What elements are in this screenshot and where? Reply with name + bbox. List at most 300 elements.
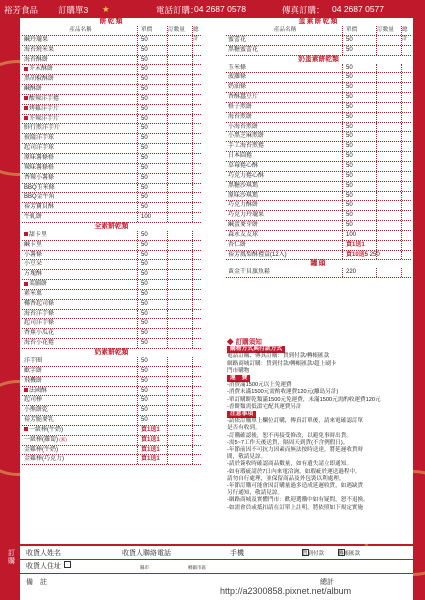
total-cell[interactable]	[192, 377, 201, 386]
quantity-cell[interactable]	[376, 132, 401, 141]
quantity-cell[interactable]	[167, 134, 192, 143]
product-price: 50	[342, 73, 376, 82]
col-total-header: 總計	[401, 26, 411, 35]
product-name: 海苔煎餅	[228, 113, 253, 120]
product-price: 50	[137, 154, 167, 163]
quantity-cell[interactable]	[167, 416, 192, 425]
product-price: 買1送1	[137, 446, 167, 455]
product-price: 50	[342, 182, 376, 191]
product-row	[22, 174, 201, 184]
product-price: 50	[342, 192, 376, 201]
product-name: 辣味薯條格	[24, 164, 55, 171]
quantity-cell[interactable]	[167, 164, 192, 173]
total-cell[interactable]	[401, 46, 411, 55]
quantity-cell[interactable]	[167, 213, 192, 222]
new-marker-icon	[24, 388, 28, 392]
quantity-cell[interactable]	[167, 75, 192, 84]
product-name: 日本圓捲	[228, 153, 253, 160]
product-name: 黑胡椒酥餅	[24, 76, 55, 83]
payment-lines	[227, 353, 411, 375]
product-name: 香酥蠶豆片	[228, 94, 259, 101]
total-cell[interactable]	[192, 251, 201, 260]
total-cell[interactable]	[192, 65, 201, 74]
quantity-cell[interactable]	[376, 73, 401, 82]
quantity-cell[interactable]	[167, 46, 192, 55]
notes-heading: 注意事項	[227, 411, 256, 418]
product-row	[22, 124, 201, 134]
total-cell[interactable]	[401, 162, 411, 171]
product-row	[22, 115, 201, 125]
total-cell[interactable]	[401, 113, 411, 122]
total-cell[interactable]	[401, 241, 411, 250]
quantity-cell[interactable]	[167, 357, 192, 366]
brand-name: 裕芳食品	[4, 5, 39, 15]
product-price: 50	[137, 36, 167, 45]
notes-line: -網路商城及實體門市：歡迎選購中如有疑問，恕不退換。	[227, 497, 369, 504]
total-cell[interactable]	[192, 105, 201, 114]
product-name: 鹹酥餅	[24, 86, 43, 93]
total-cell[interactable]	[401, 36, 411, 45]
total-cell[interactable]	[192, 174, 201, 183]
total-cell[interactable]	[401, 201, 411, 210]
product-price: 50	[342, 123, 376, 132]
quantity-cell[interactable]	[376, 142, 401, 151]
product-row	[226, 251, 411, 261]
total-cell[interactable]	[401, 182, 411, 191]
quantity-cell[interactable]	[167, 396, 192, 405]
total-cell[interactable]	[192, 184, 201, 193]
shipping-lines	[227, 382, 411, 411]
quantity-cell[interactable]	[376, 192, 401, 201]
product-row	[226, 93, 411, 103]
product-name: 甜卡里	[22, 231, 137, 240]
product-row	[22, 416, 201, 426]
product-price: 50	[137, 174, 167, 183]
product-price: 50	[137, 290, 167, 299]
total-cell[interactable]	[401, 83, 411, 92]
quantity-cell[interactable]	[376, 46, 401, 55]
product-row	[226, 268, 411, 278]
product-name: 烤雞洋芋片	[22, 105, 137, 114]
total-cell[interactable]	[192, 260, 201, 269]
product-name: 方塊酥	[24, 271, 43, 278]
product-price: 50	[137, 124, 167, 133]
product-name: 原味沙琪瑪	[228, 192, 259, 199]
quantity-cell[interactable]	[167, 203, 192, 212]
quantity-cell[interactable]	[376, 172, 401, 181]
product-name: 鹹玲瓏果	[24, 36, 49, 43]
section-title: 全素餅乾類	[94, 222, 129, 230]
product-name: 原味薯條格	[24, 154, 55, 161]
product-price: 50	[342, 201, 376, 210]
product-row	[226, 123, 411, 133]
total-cell[interactable]	[401, 93, 411, 102]
quantity-cell[interactable]	[167, 65, 192, 74]
total-cell[interactable]	[192, 367, 201, 376]
total-cell[interactable]	[401, 172, 411, 181]
shipping-line: -消費滿1500元以上免運費	[227, 382, 292, 389]
product-name: 森永友友球	[228, 231, 259, 238]
product-price: 50	[137, 377, 167, 386]
total-cell[interactable]	[192, 134, 201, 143]
phone-number: 04 2687 0578	[194, 4, 246, 14]
total-cell[interactable]	[192, 95, 201, 104]
total-cell[interactable]	[192, 426, 201, 435]
product-row	[226, 46, 411, 56]
section-title: 罐頭	[310, 260, 327, 268]
total-cell[interactable]	[192, 193, 201, 202]
product-row	[226, 172, 411, 182]
total-cell[interactable]	[192, 144, 201, 153]
product-name: 牛軋餅	[24, 214, 43, 221]
product-row	[22, 436, 201, 446]
mobile-label: 手機	[230, 550, 244, 557]
total-cell[interactable]	[192, 300, 201, 309]
total-cell[interactable]	[192, 46, 201, 55]
product-name: 洋芋圈	[24, 358, 43, 364]
product-price: 買1送1	[342, 241, 376, 250]
product-row	[22, 319, 201, 329]
quantity-cell[interactable]	[167, 241, 192, 250]
quantity-cell[interactable]	[167, 290, 192, 299]
col-qty-header: 訂數量	[376, 26, 401, 35]
total-cell[interactable]	[192, 406, 201, 415]
quantity-cell[interactable]	[376, 182, 401, 191]
quantity-cell[interactable]	[376, 221, 401, 230]
product-price: 50	[342, 93, 376, 102]
product-row	[226, 36, 411, 46]
product-row	[226, 241, 411, 251]
quantity-cell[interactable]	[167, 105, 192, 114]
product-row	[22, 329, 201, 339]
total-cell[interactable]	[401, 211, 411, 220]
payment-line: 網路商城訂購：貨到付款/轉帳匯款/超上刷卡	[227, 360, 337, 367]
quantity-cell[interactable]	[376, 64, 401, 73]
product-name: 香辣小薯條	[24, 174, 55, 181]
product-row	[22, 357, 201, 367]
product-name: 芥辣洋芋片	[22, 115, 137, 124]
quantity-cell[interactable]	[167, 124, 192, 133]
product-row	[22, 85, 201, 95]
total-cell[interactable]	[192, 124, 201, 133]
quantity-cell[interactable]	[167, 377, 192, 386]
product-row	[22, 203, 201, 213]
total-cell[interactable]	[192, 387, 201, 396]
total-cell[interactable]	[401, 152, 411, 161]
total-cell[interactable]	[192, 85, 201, 94]
quantity-cell[interactable]	[167, 367, 192, 376]
product-row	[22, 339, 201, 349]
shipping-line: -單訂購餅乾類滿1500元免運費，未滿1500元需酌收運費120元	[227, 396, 381, 403]
quantity-cell[interactable]	[167, 115, 192, 124]
product-row	[226, 113, 411, 123]
quantity-cell[interactable]	[376, 162, 401, 171]
product-name: 奶油條	[228, 84, 247, 91]
quantity-cell[interactable]	[167, 446, 192, 455]
product-row	[22, 75, 201, 85]
quantity-cell[interactable]	[376, 93, 401, 102]
quantity-cell[interactable]	[376, 201, 401, 210]
quantity-cell[interactable]	[376, 211, 401, 220]
quantity-cell[interactable]	[167, 270, 192, 279]
total-cell[interactable]	[401, 251, 411, 260]
quantity-cell[interactable]	[376, 103, 401, 112]
quantity-cell[interactable]	[167, 154, 192, 163]
total-cell[interactable]	[192, 446, 201, 455]
product-name: 小薯條	[24, 251, 43, 258]
grand-total-label: 總計	[320, 579, 334, 586]
quantity-cell[interactable]	[376, 113, 401, 122]
total-cell[interactable]	[401, 192, 411, 201]
total-cell[interactable]	[192, 290, 201, 299]
quantity-cell[interactable]	[376, 241, 401, 250]
quantity-cell[interactable]	[167, 455, 192, 464]
total-cell[interactable]	[192, 357, 201, 366]
customer-phone-label: 收貨人聯絡電話	[122, 550, 171, 557]
product-price: 50	[137, 241, 167, 250]
total-cell[interactable]	[401, 132, 411, 141]
product-price: 50	[342, 211, 376, 220]
total-cell[interactable]	[192, 280, 201, 289]
notes-line: -年節前因不可抗力因素而無法按時送達，將延遲收貨時	[227, 447, 364, 454]
quantity-cell[interactable]	[167, 184, 192, 193]
product-row	[22, 290, 201, 300]
quantity-cell[interactable]	[376, 36, 401, 45]
total-cell[interactable]	[192, 115, 201, 124]
fax-label: 傳真訂購：	[282, 5, 325, 15]
product-name: 一級棒(牛奶)	[22, 426, 137, 435]
quantity-cell[interactable]	[167, 426, 192, 435]
quantity-cell[interactable]	[167, 56, 192, 65]
quantity-cell[interactable]	[167, 329, 192, 338]
total-cell[interactable]	[192, 36, 201, 45]
product-row	[226, 182, 411, 192]
total-cell[interactable]	[192, 436, 201, 445]
product-price: 買10送5 250	[342, 251, 376, 260]
product-row	[226, 221, 411, 231]
total-cell[interactable]	[401, 123, 411, 132]
quantity-cell[interactable]	[167, 231, 192, 240]
quantity-cell[interactable]	[167, 260, 192, 269]
product-row	[226, 142, 411, 152]
quantity-cell[interactable]	[376, 152, 401, 161]
product-row	[226, 73, 411, 83]
product-price: 50	[137, 144, 167, 153]
product-price: 50	[137, 319, 167, 328]
product-row	[22, 446, 201, 456]
product-row	[22, 56, 201, 66]
product-name: 椰香起司條	[24, 300, 55, 307]
total-cell[interactable]	[401, 103, 411, 112]
product-row	[226, 211, 411, 221]
product-row	[226, 64, 411, 74]
notes-line: -請於簽收時確認商品數量，如有遺失請立即通知。	[227, 461, 352, 468]
product-row	[226, 152, 411, 162]
total-cell[interactable]	[401, 268, 411, 277]
product-price: 50	[137, 300, 167, 309]
total-cell[interactable]	[192, 310, 201, 319]
total-cell[interactable]	[401, 221, 411, 230]
product-row	[22, 310, 201, 320]
quantity-cell[interactable]	[167, 85, 192, 94]
total-cell[interactable]	[192, 213, 201, 222]
quantity-cell[interactable]	[167, 193, 192, 202]
quantity-cell[interactable]	[376, 251, 401, 260]
total-cell[interactable]	[192, 56, 201, 65]
notice-icon: ◆	[227, 339, 234, 346]
new-marker-icon	[24, 282, 28, 286]
col-name-header: 產品名稱	[69, 27, 92, 33]
product-price: 50	[137, 310, 167, 319]
col-price-header: 單價	[137, 26, 167, 35]
product-row	[22, 154, 201, 164]
total-cell[interactable]	[192, 231, 201, 240]
new-marker-icon	[24, 427, 28, 431]
total-cell[interactable]	[401, 231, 411, 240]
form-title: 訂購單3	[58, 5, 89, 15]
product-name: 裕芳寶貝酥	[24, 204, 55, 211]
product-name: 小黑芝麻煎餅	[228, 133, 265, 140]
city-label: 縣市	[140, 565, 149, 570]
product-price: 50	[342, 221, 376, 230]
total-cell[interactable]	[192, 455, 201, 464]
product-price: 50	[137, 46, 167, 55]
quantity-cell[interactable]	[167, 319, 192, 328]
product-row	[22, 455, 201, 465]
quantity-cell[interactable]	[167, 280, 192, 289]
section-title: 蛋素餅乾類	[298, 18, 339, 25]
left-column	[22, 18, 201, 465]
header	[0, 0, 425, 18]
quantity-cell[interactable]	[167, 251, 192, 260]
product-name: 小海苔煎餅	[228, 123, 259, 130]
product-row	[22, 231, 201, 241]
product-price: 50	[342, 46, 376, 55]
notes-line: 是否有收到。	[227, 425, 261, 432]
product-price: 50	[342, 162, 376, 171]
shipping-line: -香餅類需低溫宅配其運費另計	[227, 403, 302, 410]
total-cell[interactable]	[192, 203, 201, 212]
total-cell[interactable]	[192, 396, 201, 405]
product-name: BBQ金牛角	[24, 194, 55, 201]
product-price: 50	[137, 367, 167, 376]
product-row	[22, 270, 201, 280]
new-marker-icon	[24, 67, 28, 71]
total-cell[interactable]	[192, 164, 201, 173]
section-title: 餅乾類	[99, 18, 124, 25]
product-price: 50	[137, 184, 167, 193]
product-name: 裕芳脆麥乳	[24, 417, 55, 424]
product-price: 50	[137, 56, 167, 65]
quantity-cell[interactable]	[167, 339, 192, 348]
product-price: 50	[137, 416, 167, 425]
total-cell[interactable]	[192, 416, 201, 425]
notes-line: -訂購確認後，恕不再接受修改，以避免事時出貨。	[227, 432, 352, 439]
quantity-cell[interactable]	[167, 36, 192, 45]
quantity-cell[interactable]	[376, 268, 401, 277]
quantity-cell[interactable]	[167, 174, 192, 183]
total-cell[interactable]	[192, 329, 201, 338]
product-name: 巧克力玲瓏果	[228, 212, 265, 219]
quantity-cell[interactable]	[376, 123, 401, 132]
col-qty-header: 訂數量	[167, 26, 192, 35]
product-row	[226, 132, 411, 142]
product-row	[22, 144, 201, 154]
total-cell[interactable]	[401, 142, 411, 151]
product-row	[22, 65, 201, 75]
product-price: 50	[137, 280, 167, 289]
col-total-header: 總計	[192, 26, 201, 35]
product-row	[22, 300, 201, 310]
product-price: 買1送1	[137, 426, 167, 435]
notes-line: -如有瑕疵請於7日內來電洽詢，如瑕疵於運送過程中，	[227, 468, 361, 475]
product-price: 50	[137, 75, 167, 84]
quantity-cell[interactable]	[167, 144, 192, 153]
notes-line: -請依訂購單上欄位訂購，傳真訂單後，請來電確認訂單	[227, 418, 364, 425]
product-row	[22, 36, 201, 46]
product-price: 50	[137, 329, 167, 338]
product-price: 100	[137, 213, 167, 222]
total-cell[interactable]	[401, 73, 411, 82]
total-cell[interactable]	[192, 154, 201, 163]
product-name: 草莓捲心酥	[228, 162, 259, 169]
total-cell[interactable]	[192, 75, 201, 84]
quantity-cell[interactable]	[167, 436, 192, 445]
product-name: 海苔燒米果	[24, 46, 55, 53]
notes-line: 請勿自行處理，並保留商品及外包裝以利處理。	[227, 475, 345, 482]
new-marker-icon	[24, 106, 28, 110]
quantity-cell[interactable]	[167, 387, 192, 396]
product-name: 起司洋芋球	[24, 145, 55, 152]
quantity-cell[interactable]	[167, 406, 192, 415]
notes-lines	[227, 418, 411, 512]
product-price: 50	[342, 64, 376, 73]
quantity-cell[interactable]	[167, 300, 192, 309]
product-price: 220	[342, 268, 376, 277]
product-name: 酸辣洋芋捲	[22, 95, 137, 104]
total-cell[interactable]	[192, 241, 201, 250]
product-name: 飛機餅	[24, 377, 43, 384]
product-price: 50	[137, 105, 167, 114]
total-cell[interactable]	[192, 339, 201, 348]
product-name: 巧克力酥餅	[228, 202, 259, 209]
product-row	[226, 83, 411, 93]
notes-line: -如需會員或抵扣請在訂單上註明，將依照如下規定實施	[227, 504, 364, 511]
shipping-heading: 運 費	[227, 375, 250, 382]
product-row	[22, 251, 201, 261]
total-cell[interactable]	[401, 64, 411, 73]
product-row	[22, 367, 201, 377]
total-cell[interactable]	[192, 319, 201, 328]
product-price: 50	[137, 260, 167, 269]
quantity-cell[interactable]	[376, 231, 401, 240]
product-row	[226, 201, 411, 211]
notes-line: 另行通知，敬請見諒。	[227, 490, 283, 497]
product-name: 黑糖蜜蕾花	[228, 46, 259, 53]
quantity-cell[interactable]	[167, 95, 192, 104]
quantity-cell[interactable]	[376, 83, 401, 92]
watermark: http://a2300858.pixnet.net/album	[220, 586, 352, 596]
product-price: 買1送1	[137, 436, 167, 445]
total-cell[interactable]	[192, 270, 201, 279]
star-icon: ★	[102, 4, 110, 14]
order-form	[20, 18, 413, 544]
quantity-cell[interactable]	[167, 310, 192, 319]
product-price: 50	[137, 95, 167, 104]
product-row	[22, 406, 201, 416]
product-row	[22, 164, 201, 174]
note-label: 備 註	[26, 579, 47, 586]
